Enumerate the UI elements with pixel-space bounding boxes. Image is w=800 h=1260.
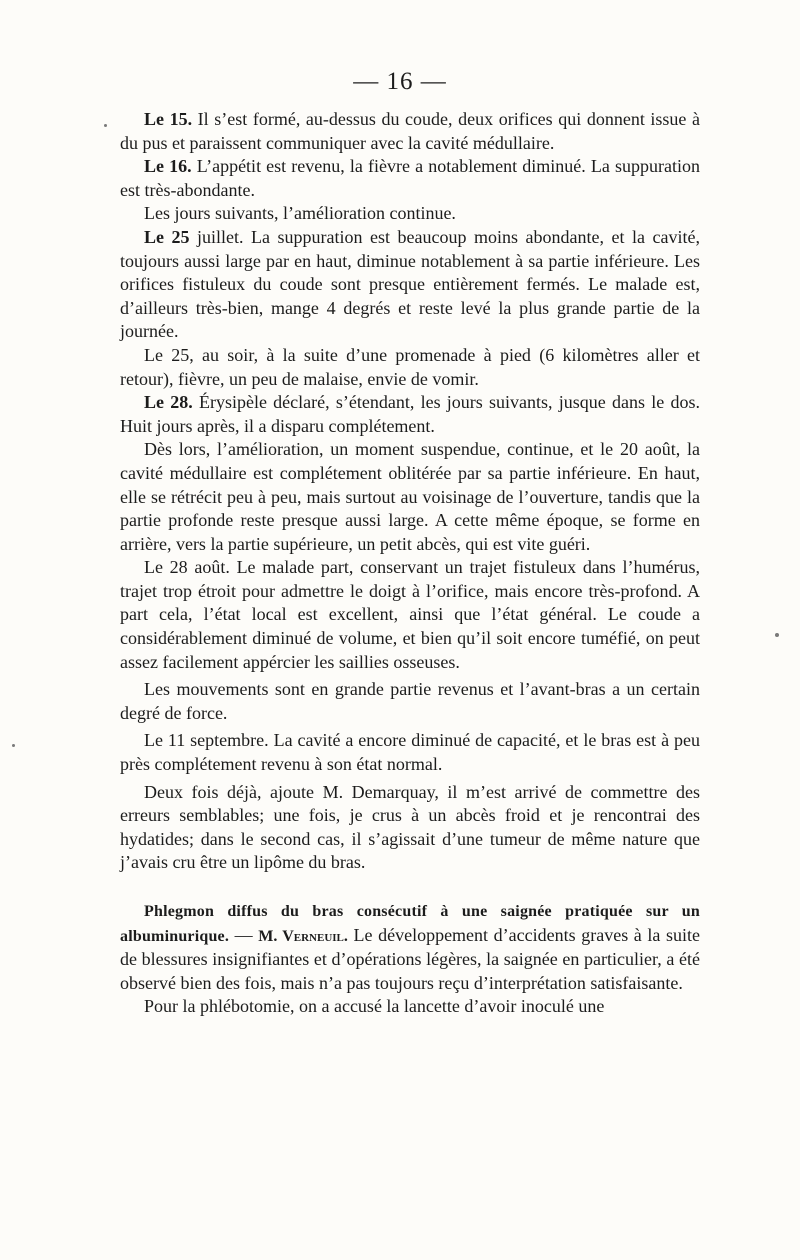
paragraph-text: juillet. La suppuration est beaucoup moins abondante, et la cavité, toujours aussi large par en haut, diminue notablement à sa partie inférieure. Les orifices fistuleux du coude sont presque entièrement fermés. Le malade est, d’ailleurs très-bien, mange 4 degrés et reste levé la plus grande partie de la journée.: [120, 226, 701, 342]
paragraph-text: Le 25, au soir, à la suite d’une promenade à pied (6 kilomètres aller et retour), fièvre, un peu de malaise, envie de vomir.: [120, 344, 700, 389]
paragraph-text: Deux fois déjà, ajoute M. Demarquay, il m’est arrivé de commettre des erreurs semblables; une fois, je crus à un abcès froid et je rencontrai des hydatides; dans le second cas, il s’agissait d’une tumeur de même nature que j’avais cru être un lipôme du bras.: [120, 781, 700, 873]
paragraph-4: [120, 226, 700, 344]
paragraph-3: [120, 202, 700, 226]
last-paragraph: [120, 995, 700, 1019]
paragraph-text: Les mouvements sont en grande partie revenus et l’avant-bras a un certain degré de force.: [120, 679, 700, 723]
paragraph-text: Le 28 août. Le malade part, conservant un trajet fistuleux dans l’humérus, trajet trop étroit pour admettre le doigt à l’orifice, mais encore très-profond. A part cela, l’état local est excellent, ainsi que l’état général. Le coude a considérablement diminué de volume, et bien qu’il soit encore tuméfié, on peut assez facilement appércier les saillies osseuses.: [120, 557, 700, 672]
paragraph-11: [120, 781, 700, 875]
section-title: Phlegmon diffus du bras consécutif à une saignée pratiquée sur un albuminurique.: [120, 903, 700, 945]
body-text: [120, 108, 700, 1019]
ink-speck: [775, 633, 779, 637]
page-number: — 16 —: [353, 68, 447, 95]
section-text: Le développement d’accidents graves à la suite de blessures insignifiantes et d’opérations légères, la saignée en particulier, a été observé bien des fois, mais n’a pas toujours reçu d’interprétation satisfaisante.: [120, 924, 701, 993]
paragraph-text: Dès lors, l’amélioration, un moment suspendue, continue, et le 20 août, la cavité médullaire est complétement oblitérée par sa partie inférieure. En haut, elle se rétrécit peu à peu, mais surtout au voisinage de l’ouverture, tandis que la partie profonde reste presque aussi large. A cette même époque, se forme en arrière, vers la partie supérieure, un petit abcès, qui est vite guéri.: [120, 439, 700, 554]
paragraph-1: [120, 108, 700, 155]
section-author: M. Verneuil.: [258, 927, 348, 945]
paragraph-8: [120, 556, 700, 674]
paragraph-text: Pour la phlébotomie, on a accusé la lancette d’avoir inoculé une: [144, 996, 605, 1017]
paragraph-2: [120, 155, 700, 202]
paragraph-9: [120, 678, 700, 725]
ink-speck: [104, 124, 107, 127]
paragraph-text: Il s’est formé, au-dessus du coude, deux orifices qui donnent issue à du pus et paraissent communiquer avec la cavité médullaire.: [120, 109, 700, 153]
paragraph-text: Le 11 septembre. La cavité a encore diminué de capacité, et le bras est à peu près complétement revenu à son état normal.: [120, 730, 700, 775]
paragraph-10: [120, 729, 700, 776]
paragraph-text: L’appétit est revenu, la fièvre a notablement diminué. La suppuration est très-abondante.: [120, 156, 701, 200]
date-lead: Le 16.: [144, 156, 192, 177]
date-lead: Le 28.: [144, 392, 193, 413]
paragraph-7: [120, 438, 700, 556]
date-lead: Le 15.: [144, 109, 193, 129]
section-separator: —: [229, 924, 259, 945]
date-lead: Le 25: [144, 226, 190, 247]
paragraph-5: [120, 344, 700, 391]
section-paragraph: [120, 899, 700, 995]
paragraph-text: Érysipèle déclaré, s’étendant, les jours suivants, jusque dans le dos. Huit jours après, il a disparu complétement.: [120, 392, 700, 436]
paragraph-6: [120, 391, 700, 438]
paragraph-text: Les jours suivants, l’amélioration continue.: [144, 203, 456, 224]
ink-speck: [12, 744, 15, 747]
